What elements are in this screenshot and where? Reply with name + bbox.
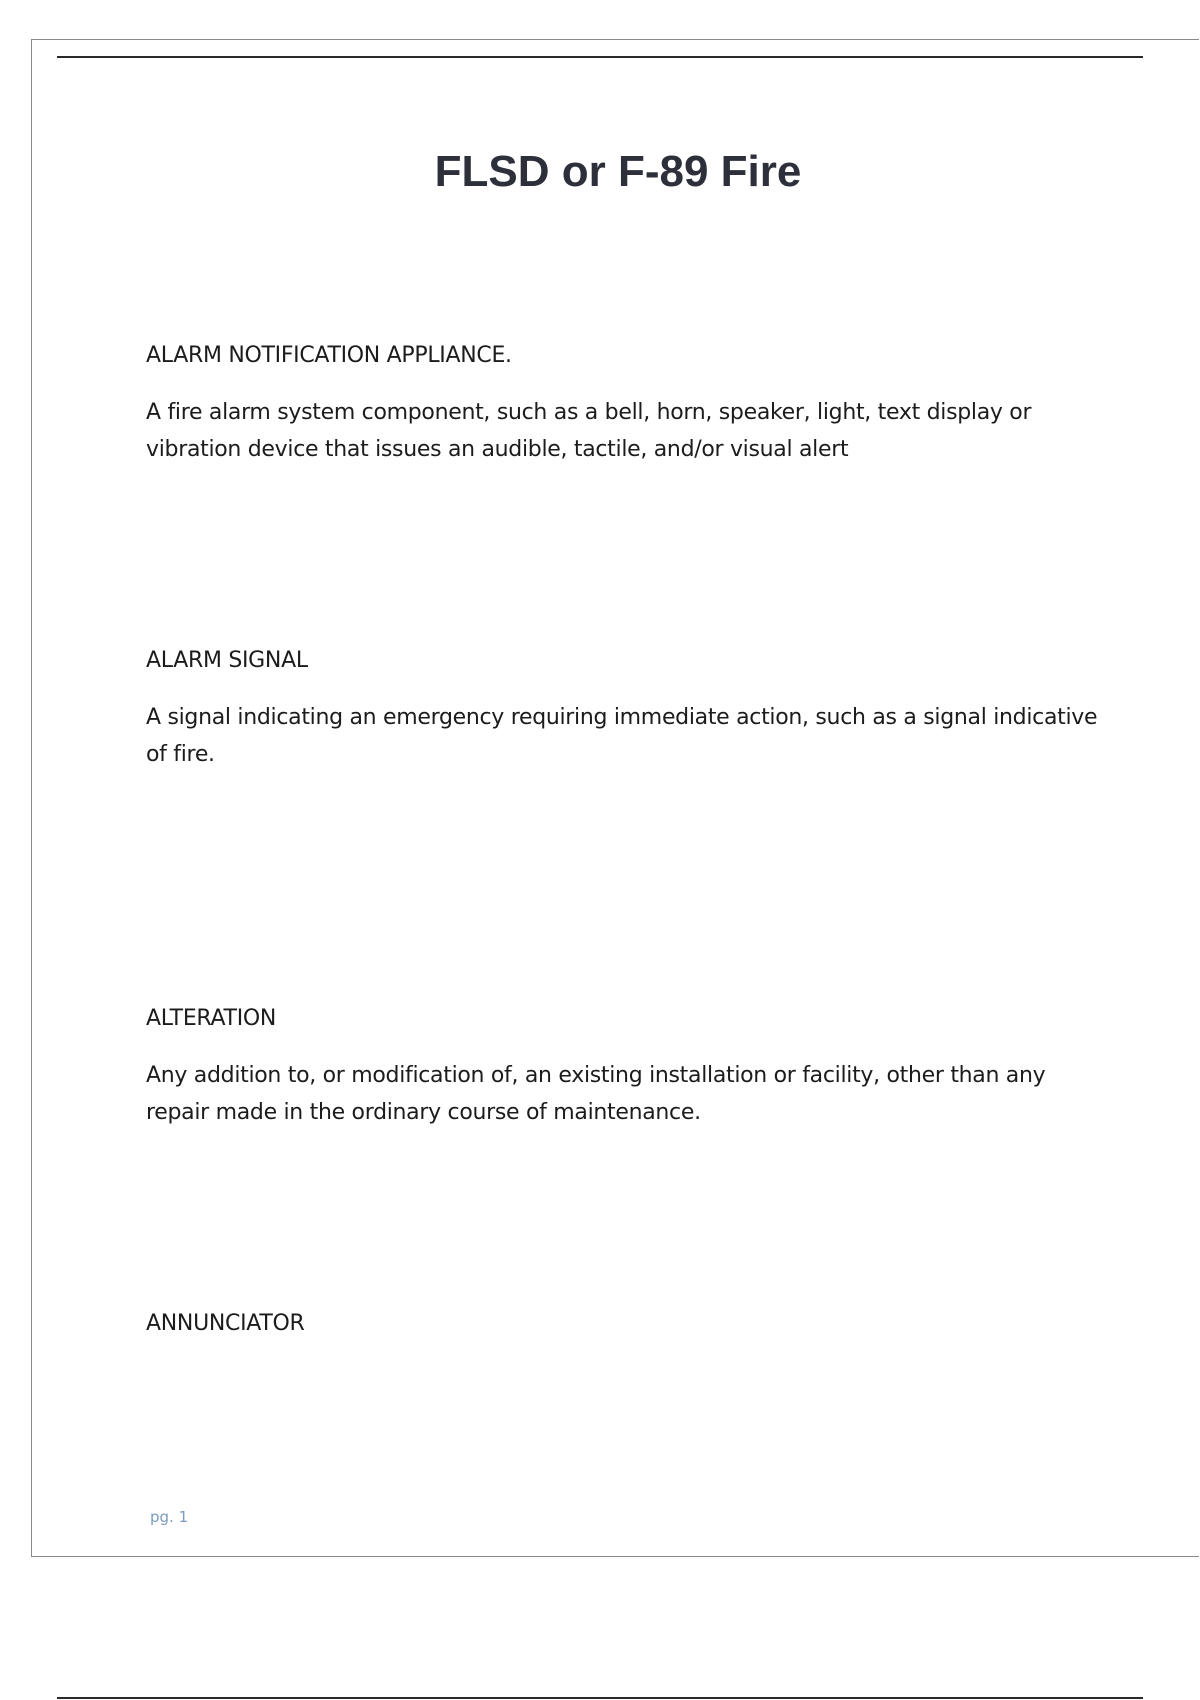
page-number: pg. 1 [150,1508,189,1526]
entry-definition: A signal indicating an emergency requiring immediate action, such as a signal indicative of fire. [146,705,1098,767]
glossary-entry-alarm-notification-appliance [146,342,1106,468]
bottom-rule [57,1697,1143,1699]
entry-definition: Any addition to, or modification of, an existing installation or facility, other than any repair made in the ordinary course of maintenance. [146,1063,1046,1125]
entry-term: ANNUNCIATOR [146,1311,305,1336]
document-title: FLSD or F-89 Fire [434,147,802,196]
entry-term: ALARM NOTIFICATION APPLIANCE. [146,343,512,368]
glossary-entry-alarm-signal [146,647,1106,773]
entry-definition: A fire alarm system component, such as a bell, horn, speaker, light, text display or vibration device that issues an audible, tactile, and/or visual alert [146,400,1032,462]
entry-term: ALARM SIGNAL [146,648,308,673]
glossary-entry-annunciator [146,1310,1106,1338]
entry-term: ALTERATION [146,1006,277,1031]
top-rule [57,56,1143,58]
glossary-entry-alteration [146,1005,1106,1131]
